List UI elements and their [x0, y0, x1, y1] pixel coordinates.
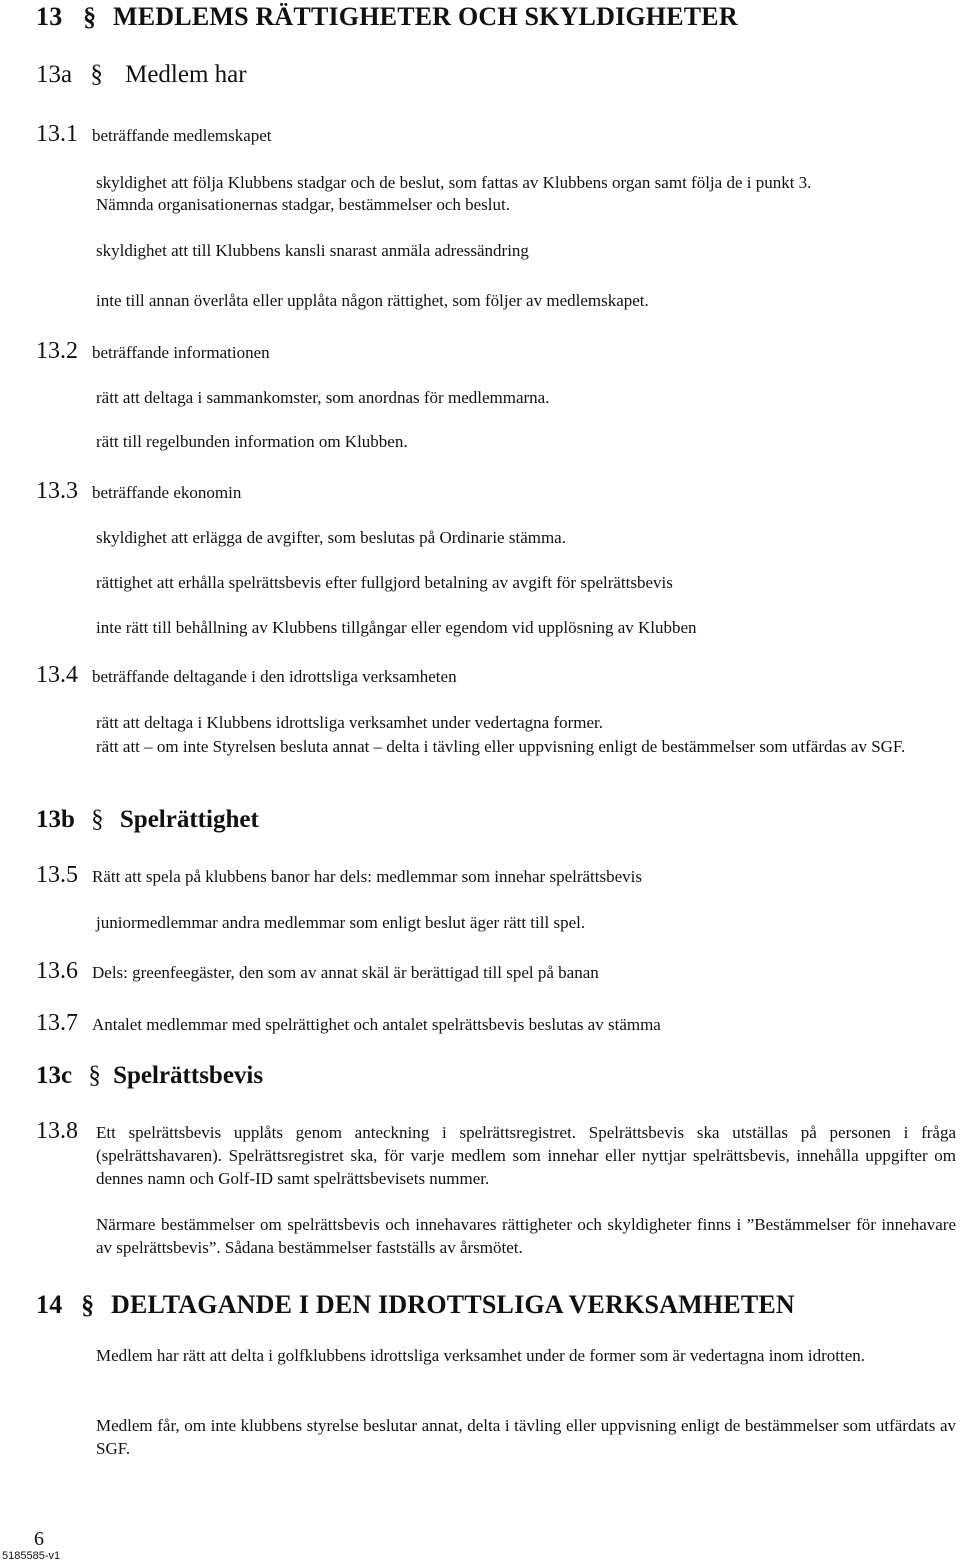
section-13b-heading — [36, 806, 259, 834]
paragraph: Medlem får, om inte klubbens styrelse beslutar annat, delta i tävling eller uppvisning enligt de bestämmelser som utfärdats av SGF. — [96, 1416, 956, 1458]
section-sign: § — [83, 2, 97, 31]
section-number: 13a — [36, 61, 73, 88]
subsection-title: Antalet medlemmar med spelrättighet och antalet spelrättsbevis beslutas av stämma — [92, 1015, 661, 1034]
section-number: 13 — [36, 2, 63, 31]
section-number: 13c — [36, 1062, 73, 1089]
section-14-heading — [36, 1290, 795, 1320]
section-sign: § — [88, 1062, 101, 1089]
paragraph: rätt att deltaga i sammankomster, som anordnas för medlemmarna. — [96, 388, 550, 407]
paragraph: rätt att – om inte Styrelsen besluta annat – delta i tävling eller uppvisning enligt de bestämmelser som utfärdas av SGF. — [96, 737, 906, 756]
section-sign: § — [90, 61, 103, 88]
subsection-title: beträffande medlemskapet — [92, 126, 272, 145]
paragraph: Medlem har rätt att delta i golfklubbens idrottsliga verksamhet under de former som är vedertagna inom idrotten. — [96, 1346, 866, 1365]
section-sign: § — [91, 806, 104, 833]
paragraph: skyldighet att följa Klubbens stadgar och de beslut, som fattas av Klubbens organ samt följa de i punkt 3. — [96, 173, 812, 192]
paragraph: rätt att deltaga i Klubbens idrottsliga verksamhet under vedertagna former. — [96, 713, 603, 732]
subsection-title: beträffande ekonomin — [92, 483, 242, 502]
section-title: DELTAGANDE I DEN IDROTTSLIGA VERKSAMHETEN — [111, 1290, 795, 1319]
section-13a-heading — [36, 61, 247, 89]
subsection-13-6-heading — [36, 958, 599, 985]
paragraph: skyldighet att erlägga de avgifter, som beslutas på Ordinarie stämma. — [96, 528, 566, 547]
page-number: 6 — [34, 1528, 44, 1550]
paragraph: juniormedlemmar andra medlemmar som enligt beslut äger rätt till spel. — [96, 913, 586, 932]
section-title: Medlem har — [125, 61, 247, 88]
section-13c-heading — [36, 1062, 263, 1090]
subsection-number: 13.2 — [36, 338, 78, 364]
section-number: 13b — [36, 806, 75, 833]
document-id: 5185585-v1 — [2, 1550, 61, 1562]
paragraph: inte rätt till behållning av Klubbens tillgångar eller egendom vid upplösning av Klubben — [96, 618, 697, 637]
paragraph: Närmare bestämmelser om spelrättsbevis och innehavares rättigheter och skyldigheter finns i ”Bestämmelser för innehavare av spelrättsbevis”. Sådana bestämmelser fastställs av årsmötet. — [96, 1215, 956, 1257]
subsection-13-5-heading — [36, 862, 642, 889]
subsection-title: Rätt att spela på klubbens banor har dels: medlemmar som innehar spelrättsbevis — [92, 867, 642, 886]
section-title: MEDLEMS RÄTTIGHETER OCH SKYLDIGHETER — [113, 2, 738, 31]
section-title: Spelrättsbevis — [113, 1062, 264, 1089]
paragraph: skyldighet att till Klubbens kansli snarast anmäla adressändring — [96, 241, 529, 260]
paragraph: Nämnda organisationernas stadgar, bestämmelser och beslut. — [96, 195, 510, 214]
paragraph: Ett spelrättsbevis upplåts genom anteckning i spelrättsregistret. Spelrättsbevis ska utställas på personen i fråga (spelrättshavaren). Spelrättsregistret ska, för varje medlem som innehar eller nyttjar spelrättsbevis, innehålla uppgifter om dennes namn och Golf-ID samt spelrättsbevisets nummer. — [96, 1123, 956, 1188]
subsection-13-4-heading — [36, 662, 457, 689]
subsection-number: 13.8 — [36, 1118, 78, 1144]
subsection-13-3-heading — [36, 478, 241, 505]
subsection-13-1-heading — [36, 121, 272, 148]
subsection-number: 13.6 — [36, 958, 78, 984]
section-title: Spelrättighet — [119, 806, 259, 833]
section-number: 14 — [36, 1290, 63, 1319]
section-sign: § — [81, 1290, 95, 1319]
subsection-13-7-heading — [36, 1010, 661, 1037]
paragraph: inte till annan överlåta eller upplåta någon rättighet, som följer av medlemskapet. — [96, 291, 649, 310]
section-13-heading — [36, 2, 738, 32]
subsection-number: 13.4 — [36, 662, 78, 688]
paragraph: rättighet att erhålla spelrättsbevis efter fullgjord betalning av avgift för spelrättsbevis — [96, 573, 673, 592]
subsection-number: 13.3 — [36, 478, 78, 504]
subsection-13-2-heading — [36, 338, 270, 365]
subsection-title: beträffande deltagande i den idrottsliga verksamheten — [92, 667, 457, 686]
subsection-number: 13.1 — [36, 121, 78, 147]
subsection-number: 13.5 — [36, 862, 78, 888]
subsection-number: 13.7 — [36, 1010, 78, 1036]
subsection-title: beträffande informationen — [92, 343, 270, 362]
paragraph: rätt till regelbunden information om Klubben. — [96, 432, 408, 451]
subsection-title: Dels: greenfeegäster, den som av annat skäl är berättigad till spel på banan — [92, 963, 599, 982]
